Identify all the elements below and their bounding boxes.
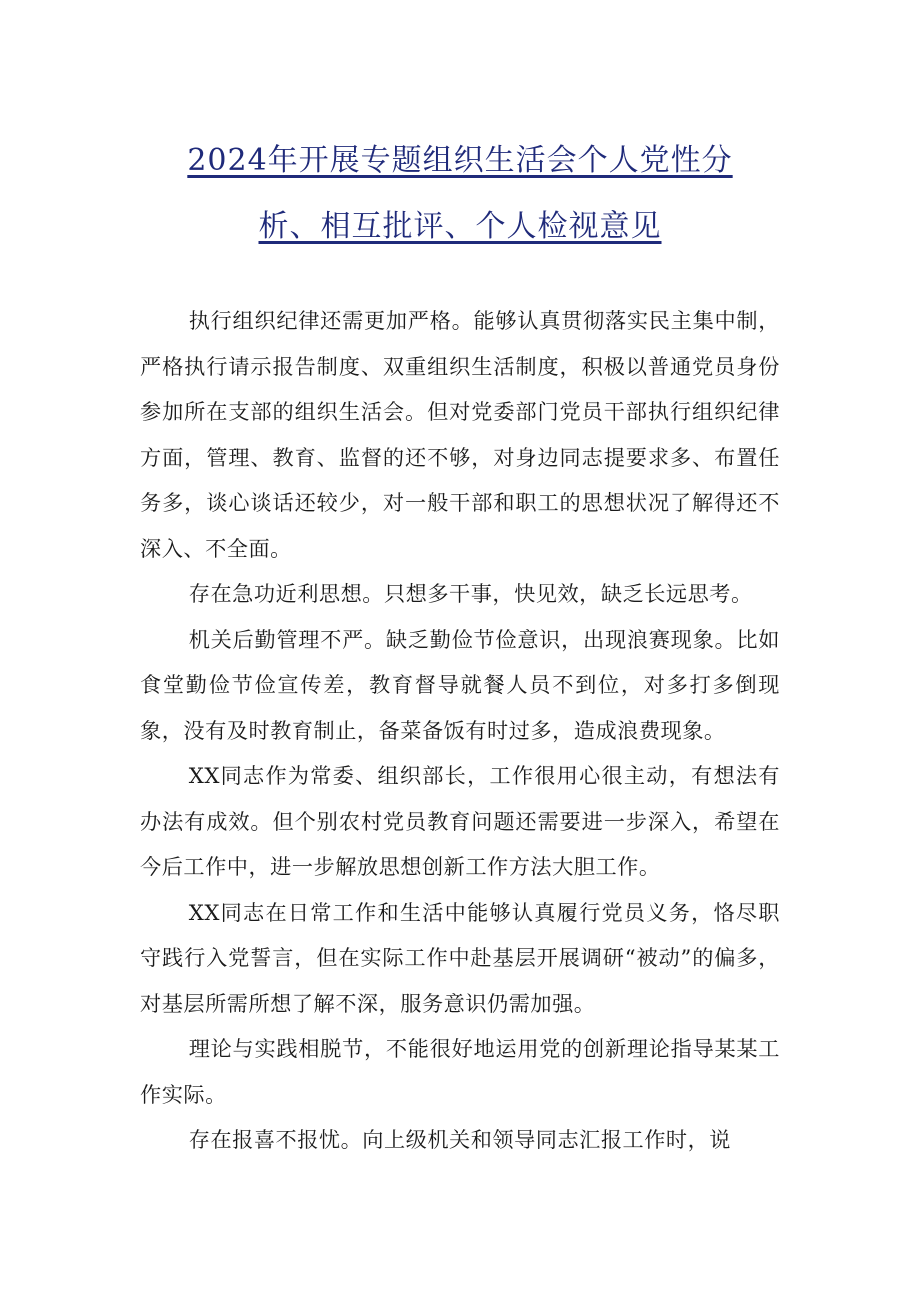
paragraph-reporting: 存在报喜不报忧。向上级机关和领导同志汇报工作时，说 xyxy=(188,1127,731,1152)
title-line-2: 析、相互批评、个人检视意见 xyxy=(258,209,662,244)
paragraph-comrade-organization-minister: XX同志作为常委、组织部长，工作很用心很主动，有想法有办法有成效。但个别农村党员教育问题还需要进一步深入，希望在今后工作中，进一步解放思想创新工作方法大胆工作。 xyxy=(140,763,780,879)
document-title xyxy=(140,128,780,260)
document-body xyxy=(140,298,780,1163)
paragraph-organizational-discipline: 执行组织纪律还需更加严格。能够认真贯彻落实民主集中制，严格执行请示报告制度、双重组织生活制度，积极以普通党员身份参加所在支部的组织生活会。但对党委部门党员干部执行组织纪律方面，管理、教育、监督的还不够，对身边同志提要求多、布置任务多，谈心谈话还较少，对一般干部和职工的思想状况了解得还不深入、不全面。 xyxy=(140,308,780,561)
paragraph-theory-practice: 理论与实践相脱节，不能很好地运用党的创新理论指导某某工作实际。 xyxy=(140,1036,780,1107)
paragraph-quick-results: 存在急功近利思想。只想多干事，快见效，缺乏长远思考。 xyxy=(188,581,753,606)
paragraph-comrade-duties: XX同志在日常工作和生活中能够认真履行党员义务，恪尽职守践行入党誓言，但在实际工作中赴基层开展调研“被动”的偏多，对基层所需所想了解不深，服务意识仍需加强。 xyxy=(140,899,780,1016)
paragraph-logistics-management: 机关后勤管理不严。缺乏勤俭节俭意识，出现浪赛现象。比如食堂勤俭节俭宣传差，教育督导就餐人员不到位，对多打多倒现象，没有及时教育制止，备菜备饭有时过多，造成浪费现象。 xyxy=(140,626,780,743)
title-line-1: 2024年开展专题组织生活会个人党性分 xyxy=(187,143,733,178)
